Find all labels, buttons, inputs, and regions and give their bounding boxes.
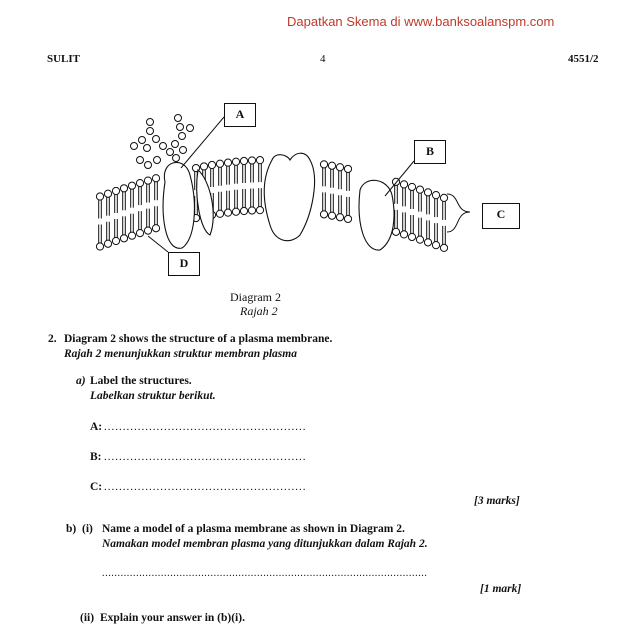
phospholipid-head: [104, 190, 111, 197]
answer-b-key: B:: [90, 451, 102, 463]
phospholipid-head: [136, 229, 143, 236]
phospholipid-head: [232, 158, 239, 165]
phospholipid-head: [328, 162, 335, 169]
phospholipid-head: [208, 161, 215, 168]
label-box-b: B: [414, 140, 446, 164]
phospholipid-head: [96, 243, 103, 250]
part-b-ii-label: (ii): [80, 612, 95, 624]
phospholipid-head: [200, 163, 207, 170]
answer-a-key: A:: [90, 421, 103, 433]
phospholipid-head: [216, 160, 223, 167]
part-b-i-text: Name a model of a plasma membrane as shown in Diagram 2.: [102, 523, 405, 535]
phospholipid-head: [416, 236, 423, 243]
phospholipid-head: [112, 237, 119, 244]
paper-code: 4551/2: [568, 53, 599, 65]
phospholipid-head: [256, 157, 263, 164]
part-b-i-answer-line[interactable]: .........................................................................................................: [102, 568, 428, 579]
phospholipid-head: [424, 189, 431, 196]
phospholipid-head: [408, 233, 415, 240]
phospholipid-head: [144, 227, 151, 234]
phospholipid-head: [256, 207, 263, 214]
label-box-a: A: [224, 103, 256, 127]
label-box-c: C: [482, 203, 520, 229]
phospholipid-head: [144, 177, 151, 184]
phospholipid-head: [320, 161, 327, 168]
phospholipid-head: [248, 157, 255, 164]
phospholipid-head: [344, 215, 351, 222]
answer-a-line[interactable]: ......................................................: [104, 421, 307, 433]
part-a-text-malay: Labelkan struktur berikut.: [90, 390, 216, 402]
glycoprotein-chain: [131, 115, 194, 169]
diagram-caption-malay: Rajah 2: [240, 304, 278, 318]
phospholipid-head: [240, 207, 247, 214]
phospholipid-head: [336, 164, 343, 171]
part-a-label: a): [76, 375, 86, 387]
phospholipid-head: [344, 165, 351, 172]
part-b-label: b): [66, 523, 77, 535]
phospholipid-head: [408, 183, 415, 190]
part-b-i-marks: [1 mark]: [480, 583, 522, 595]
phospholipid-head: [440, 244, 447, 251]
answer-c-line[interactable]: ......................................................: [104, 481, 307, 493]
part-a-marks: [3 marks]: [474, 495, 520, 507]
phospholipid-head: [120, 235, 127, 242]
diagram-caption: Diagram 2: [230, 290, 281, 304]
phospholipid-head: [328, 212, 335, 219]
phospholipid-head: [216, 210, 223, 217]
part-b-i-text-malay: Namakan model membran plasma yang ditunjukkan dalam Rajah 2.: [102, 538, 428, 550]
phospholipid-head: [112, 187, 119, 194]
phospholipid-head: [416, 186, 423, 193]
phospholipid-head: [400, 231, 407, 238]
phospholipid-head: [400, 181, 407, 188]
answer-c-key: C:: [90, 481, 103, 493]
phospholipid-head: [128, 182, 135, 189]
phospholipid-head: [432, 242, 439, 249]
phospholipid-head: [224, 159, 231, 166]
phospholipid-head: [320, 211, 327, 218]
phospholipid-head: [128, 232, 135, 239]
header-sulit: SULIT: [47, 53, 81, 65]
phospholipid-head: [424, 239, 431, 246]
label-box-d: D: [168, 252, 200, 276]
phospholipid-head: [240, 157, 247, 164]
phospholipid-head: [336, 214, 343, 221]
part-b-i-label: (i): [82, 523, 93, 535]
phospholipid-head: [152, 225, 159, 232]
phospholipid-head: [120, 185, 127, 192]
question-stem: Diagram 2 shows the structure of a plasma membrane.: [64, 333, 333, 345]
phospholipid-head: [96, 193, 103, 200]
phospholipid-head: [232, 208, 239, 215]
phospholipid-head: [432, 192, 439, 199]
phospholipid-head: [104, 240, 111, 247]
question-number: 2.: [48, 333, 57, 345]
part-a-text: Label the structures.: [90, 375, 192, 387]
phospholipid-head: [392, 228, 399, 235]
phospholipid-head: [136, 179, 143, 186]
part-b-ii-text: Explain your answer in (b)(i).: [100, 612, 245, 624]
phospholipid-head: [152, 175, 159, 182]
question-stem-malay: Rajah 2 menunjukkan struktur membran plasma: [64, 348, 297, 360]
channel-protein: [264, 153, 314, 240]
answer-b-line[interactable]: ......................................................: [104, 451, 307, 463]
page-number: 4: [320, 53, 326, 65]
phospholipid-head: [248, 207, 255, 214]
watermark-text: Dapatkan Skema di www.banksoalanspm.com: [287, 14, 555, 29]
phospholipid-head: [440, 194, 447, 201]
phospholipid-head: [224, 209, 231, 216]
integral-protein-left: [163, 162, 194, 248]
